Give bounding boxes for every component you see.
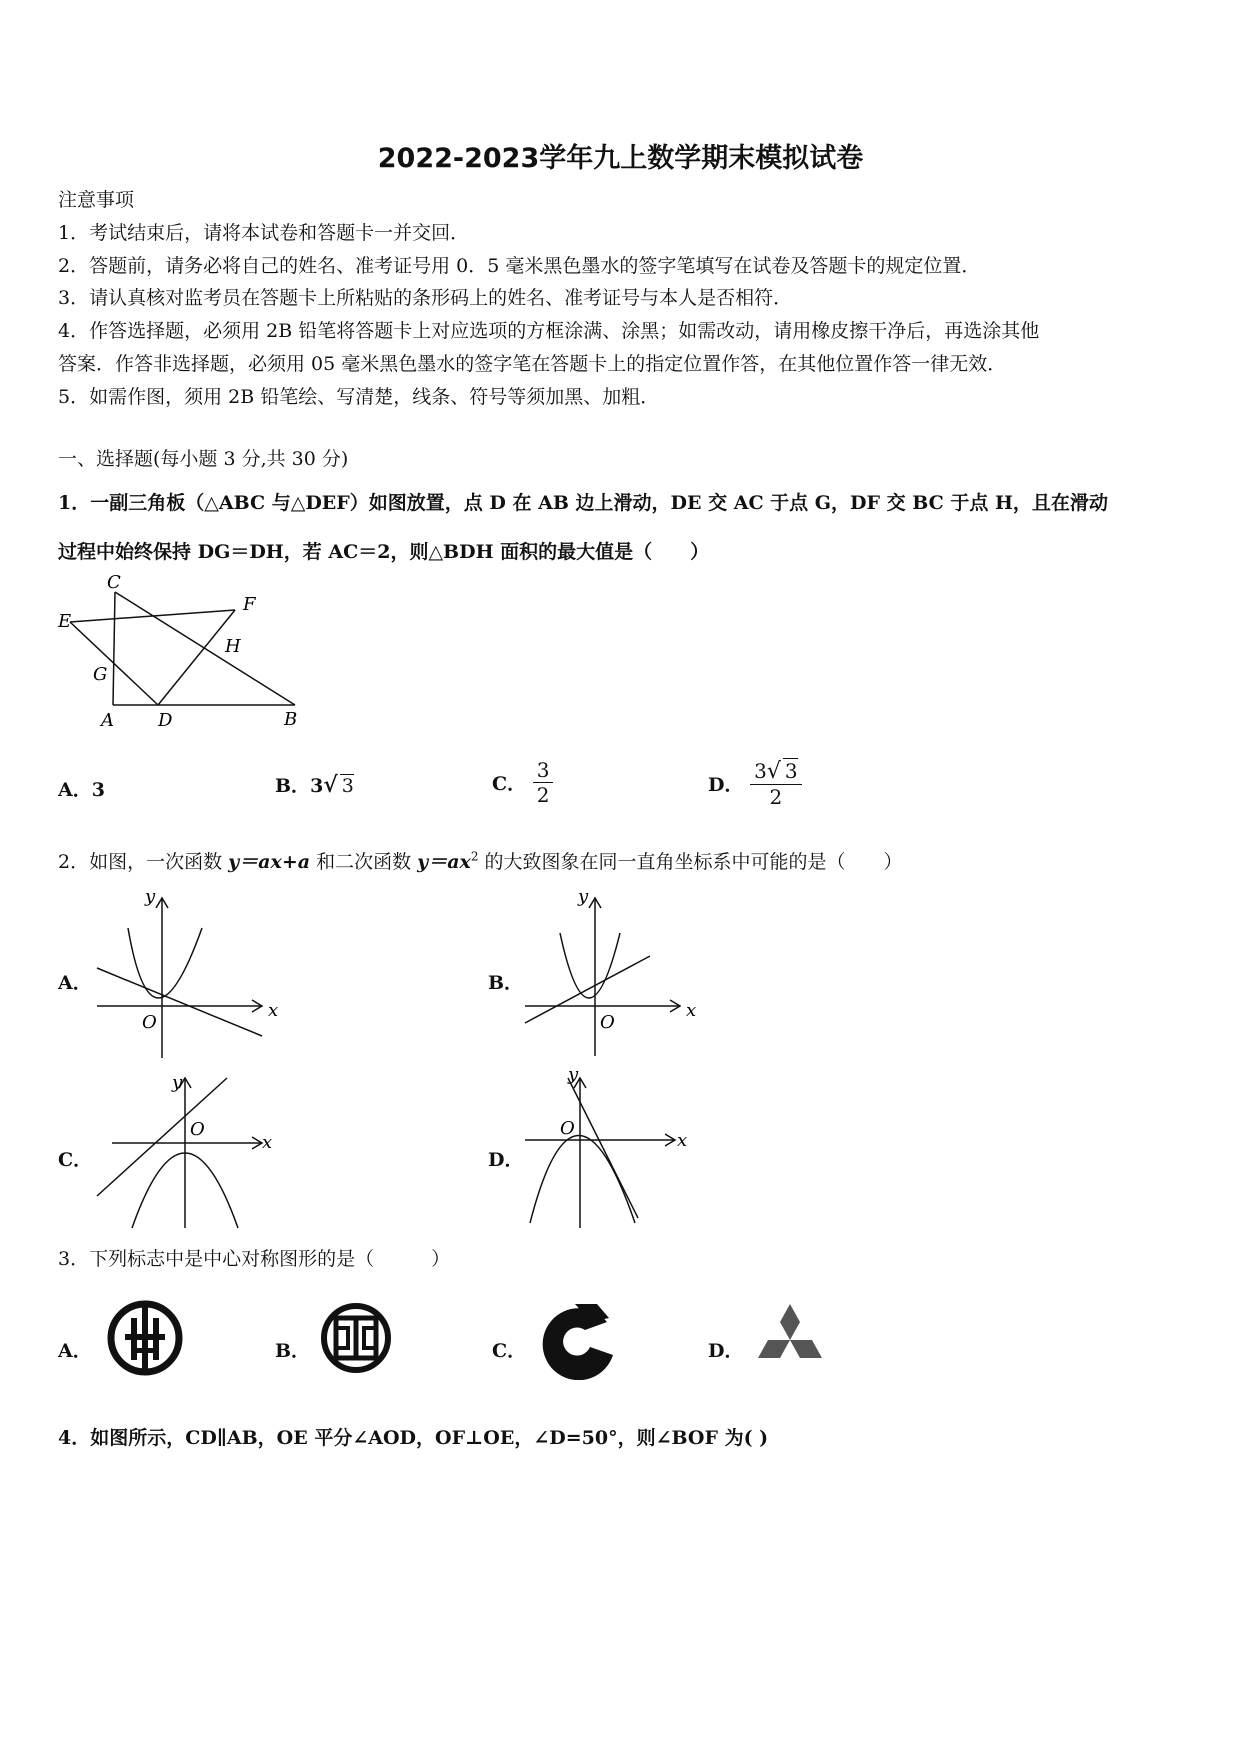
q1-label-c: C xyxy=(107,572,121,593)
q2-graph-c xyxy=(92,1068,292,1233)
q2-formula-linear: y＝ax+a xyxy=(228,851,311,873)
axis-x-label: x xyxy=(677,1130,688,1151)
q2-formula-quadratic: y＝ax xyxy=(417,851,471,873)
q1-label-f: F xyxy=(243,594,256,615)
q1-option-d xyxy=(708,758,802,809)
q2-option-c-label: C． xyxy=(58,1149,93,1171)
q1-stem-line2: 过程中始终保持 DG＝DH，若 AC＝2，则△BDH 面积的最大值是（ ） xyxy=(58,541,710,563)
q2-option-d-label: D． xyxy=(488,1149,524,1171)
denominator: 2 xyxy=(533,782,554,807)
notice-heading: 注意事项 xyxy=(58,189,135,211)
q1-label-b: B xyxy=(284,709,298,730)
q2-graph-b xyxy=(520,888,720,1063)
notice-line: 1．考试结束后，请将本试卷和答题卡一并交回． xyxy=(58,222,470,244)
q2-stem-part: 2．如图，一次函数 xyxy=(58,851,229,873)
bank-logo-a-icon xyxy=(105,1298,185,1378)
axis-origin-label: O xyxy=(142,1012,157,1033)
fraction xyxy=(750,758,802,809)
q1-option-a xyxy=(58,775,105,802)
axis-y-label: y xyxy=(578,888,589,907)
q2-stem-part: 的大致图象在同一直角坐标系中可能的是（ ） xyxy=(478,851,903,873)
bank-logo-c-icon xyxy=(535,1300,621,1380)
q1-triangle-figure xyxy=(55,570,315,735)
axis-origin-label: O xyxy=(560,1118,575,1139)
q4-stem: 4．如图所示，CD∥AB，OE 平分∠AOD，OF⊥OE，∠D=50°，则∠BOF 为( ) xyxy=(58,1427,769,1449)
mitsubishi-logo-d-icon xyxy=(750,1302,830,1378)
q1-label-h: H xyxy=(225,636,241,657)
radicand: 3 xyxy=(784,759,798,783)
section-heading: 一、选择题(每小题 3 分,共 30 分) xyxy=(58,448,349,470)
option-coef: 3 xyxy=(310,775,324,797)
axis-x-label: x xyxy=(268,1000,279,1021)
option-label: C． xyxy=(492,773,527,795)
notice-line: 3．请认真核对监考员在答题卡上所粘贴的条形码上的姓名、准考证号与本人是否相符． xyxy=(58,287,793,309)
q2-option-a-label: A． xyxy=(58,972,92,994)
axis-y-label: y xyxy=(172,1072,183,1093)
sqrt-sign-icon: √ xyxy=(766,759,781,784)
q3-option-a-label: A． xyxy=(58,1340,92,1362)
axis-x-label: x xyxy=(686,1000,697,1021)
bank-logo-b-icon xyxy=(318,1300,394,1376)
option-label: B． xyxy=(275,775,311,797)
axis-x-label: x xyxy=(262,1132,273,1153)
option-coef: 3 xyxy=(754,759,767,783)
q1-label-e: E xyxy=(58,611,72,632)
q1-stem-line1: 1．一副三角板（△ABC 与△DEF）如图放置，点 D 在 AB 边上滑动，DE 交 AC 于点 G，DF 交 BC 于点 H，且在滑动 xyxy=(58,492,1108,514)
q2-graph-a xyxy=(92,888,292,1063)
q1-option-c xyxy=(492,758,553,807)
q1-label-g: G xyxy=(93,664,108,685)
q2-graph-d xyxy=(520,1068,720,1233)
option-value: 3 xyxy=(91,779,105,801)
fraction xyxy=(533,758,554,807)
axis-origin-label: O xyxy=(190,1119,205,1140)
notice-line: 5．如需作图，须用 2B 铅笔绘、写清楚，线条、符号等须加黑、加粗． xyxy=(58,386,660,408)
q3-option-c-label: C． xyxy=(492,1340,527,1362)
page-title: 2022-2023学年九上数学期末模拟试卷 xyxy=(377,143,864,174)
notice-line: 答案．作答非选择题，必须用 05 毫米黑色墨水的签字笔在答题卡上的指定位置作答，在其他位置作答一律无效． xyxy=(58,353,1007,375)
q2-exponent: 2 xyxy=(470,849,479,864)
denominator: 2 xyxy=(750,784,802,809)
q2-stem-part: 和二次函数 xyxy=(310,851,418,873)
axis-y-label: y xyxy=(568,1068,579,1085)
numerator xyxy=(750,758,802,784)
option-label: D． xyxy=(708,774,744,796)
q3-option-b-label: B． xyxy=(275,1340,311,1362)
q1-label-a: A xyxy=(101,710,114,731)
q2-stem xyxy=(58,847,903,874)
numerator: 3 xyxy=(536,758,550,782)
q3-stem: 3．下列标志中是中心对称图形的是（ ） xyxy=(58,1248,451,1270)
radicand: 3 xyxy=(341,775,354,797)
notice-line: 2．答题前，请务必将自己的姓名、准考证号用 0．5 毫米黑色墨水的签字笔填写在试卷及答题卡的规定位置． xyxy=(58,255,981,277)
q1-label-d: D xyxy=(158,710,173,731)
q1-option-b xyxy=(275,771,354,798)
notice-line: 4．作答选择题，必须用 2B 铅笔将答题卡上对应选项的方框涂满、涂黑；如需改动，请用橡皮擦干净后，再选涂其他 xyxy=(58,320,1040,342)
axis-origin-label: O xyxy=(600,1012,615,1033)
option-label: A． xyxy=(58,779,92,801)
axis-y-label: y xyxy=(145,888,156,907)
sqrt-sign-icon: √ xyxy=(323,772,338,798)
q2-option-b-label: B． xyxy=(488,972,524,994)
q3-option-d-label: D． xyxy=(708,1340,744,1362)
